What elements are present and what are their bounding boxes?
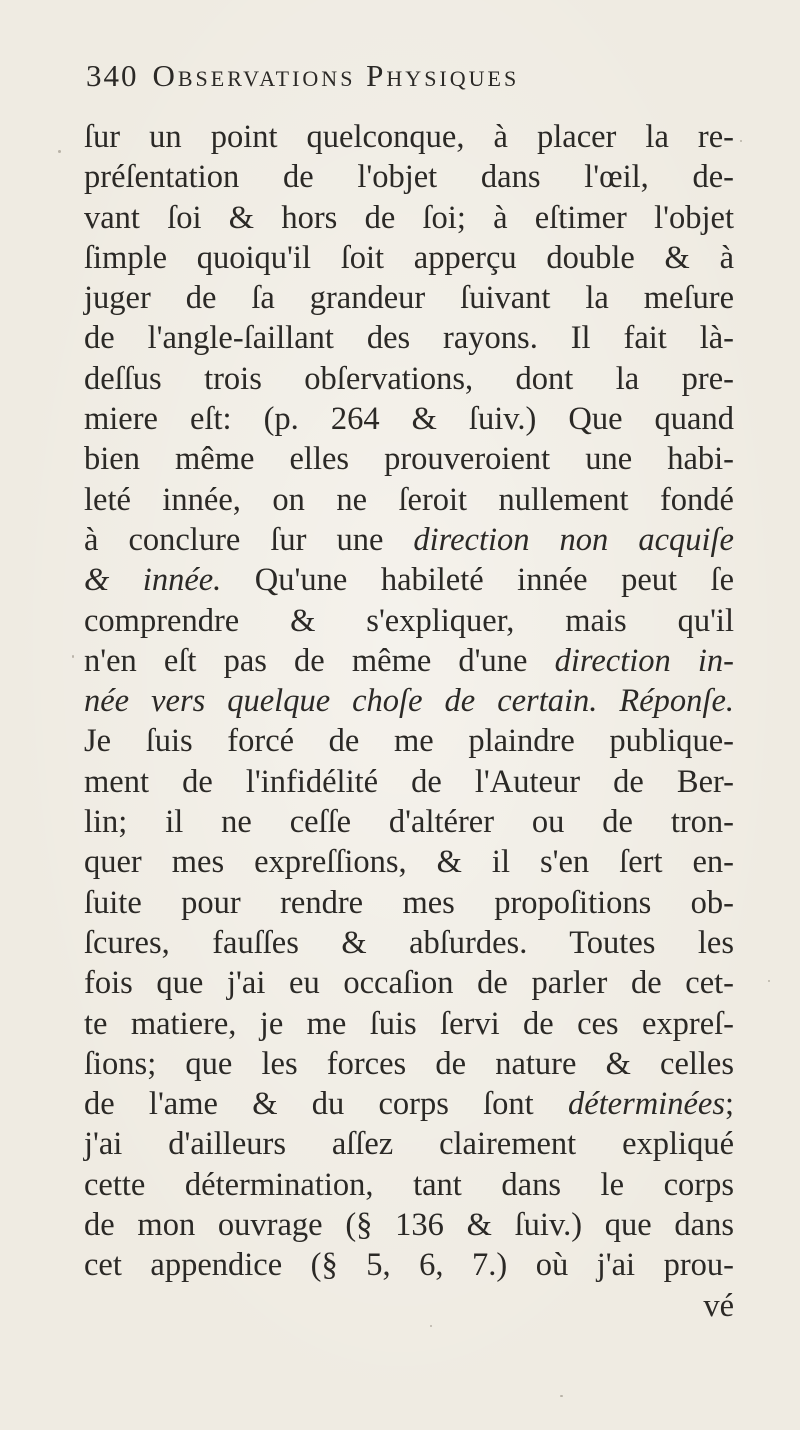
body-text [84,117,734,1326]
text-run: ment de l'infidélité de l'Auteur de Ber- [84,763,734,800]
text-run: vé [703,1287,734,1324]
text-run: de mon ouvrage (§ 136 & ſuiv.) que dans [84,1207,734,1244]
text-run: fois que j'ai eu occaſion de parler de cet- [84,965,734,1002]
text-run: te matiere, je me ſuis ſervi de ces expreſ- [84,1005,734,1042]
text-run: miere eſt: (p. 264 & ſuiv.) Que quand [84,401,734,438]
text-line [84,923,734,963]
text-run: n'en eſt pas de même d'une [84,642,555,679]
text-line [84,641,734,681]
paper-speck [430,1325,432,1327]
text-run: cette détermination, tant dans le corps [84,1166,734,1203]
text-line [84,560,734,600]
text-run: bien même elles prouveroient une habi- [84,441,734,478]
text-line [84,1084,734,1124]
text-line [84,762,734,802]
paper-speck [58,150,61,153]
text-line [84,681,734,721]
page-number: 340 [86,58,139,93]
paper-speck [768,980,770,982]
text-line [84,1004,734,1044]
text-line [84,480,734,520]
italic-text-run: déterminées [567,1086,725,1123]
text-line [84,963,734,1003]
text-run: juger de ſa grandeur ſuivant la meſure [84,280,734,317]
text-line [84,842,734,882]
italic-text-run: direction non acquiſe [413,521,734,558]
text-line [84,157,734,197]
text-run: Je ſuis forcé de me plaindre publique- [84,723,734,760]
paper-speck [72,655,74,658]
text-line [84,520,734,560]
text-run: leté innée, on ne ſeroit nullement fondé [84,481,734,518]
text-line [84,1124,734,1164]
paper-speck [740,140,742,142]
italic-text-run: & innée. [84,562,222,599]
text-run: ſcures, fauſſes & abſurdes. Toutes les [84,924,734,961]
paper-speck [560,1395,563,1397]
text-run: j'ai d'ailleurs aſſez clairement expliqué [84,1126,734,1163]
text-line [84,117,734,157]
text-line [84,883,734,923]
text-line [84,318,734,358]
running-head [86,58,726,98]
text-run: préſentation de l'objet dans l'œil, de- [84,159,734,196]
text-run: de l'angle-ſaillant des rayons. Il fait là- [84,320,734,357]
text-line [84,238,734,278]
text-line [84,1044,734,1084]
text-run: à conclure ſur une [84,521,414,558]
text-line [84,278,734,318]
text-run [597,683,619,719]
text-line [84,721,734,761]
text-run: vant ſoi & hors de ſoi; à eſtimer l'objet [84,199,734,236]
text-line [84,1165,734,1205]
text-run: cet appendice (§ 5, 6, 7.) où j'ai prou- [84,1247,734,1284]
text-line [84,399,734,439]
italic-text-run: née vers quelque choſe de certain. [84,683,598,720]
text-line [84,198,734,238]
text-line [84,439,734,479]
text-line [84,1205,734,1245]
text-run: Qu'une habileté innée peut ſe [221,562,734,599]
text-line [84,601,734,641]
text-run: ſimple quoiqu'il ſoit apperçu double & à [84,239,734,276]
text-run: lin; il ne ceſſe d'altérer ou de tron- [84,804,734,841]
running-title: Observations Physiques [152,58,520,93]
text-run: deſſus trois obſervations, dont la pre- [84,360,734,397]
text-line [84,359,734,399]
text-run: ſions; que les forces de nature & celles [84,1045,734,1082]
italic-text-run: Réponſe. [619,683,734,720]
text-run: ſuite pour rendre mes propoſitions ob- [84,884,734,921]
italic-text-run: direction in- [554,642,735,679]
text-run: ſur un point quelconque, à placer la re- [84,119,734,155]
text-run: quer mes expreſſions, & il s'en ſert en- [84,844,734,881]
text-line [84,1245,734,1285]
text-line [84,802,734,842]
text-run: ; [724,1086,734,1123]
text-line [84,1286,734,1326]
text-run: comprendre & s'expliquer, mais qu'il [84,602,734,639]
text-run: de l'ame & du corps ſont [84,1086,568,1123]
